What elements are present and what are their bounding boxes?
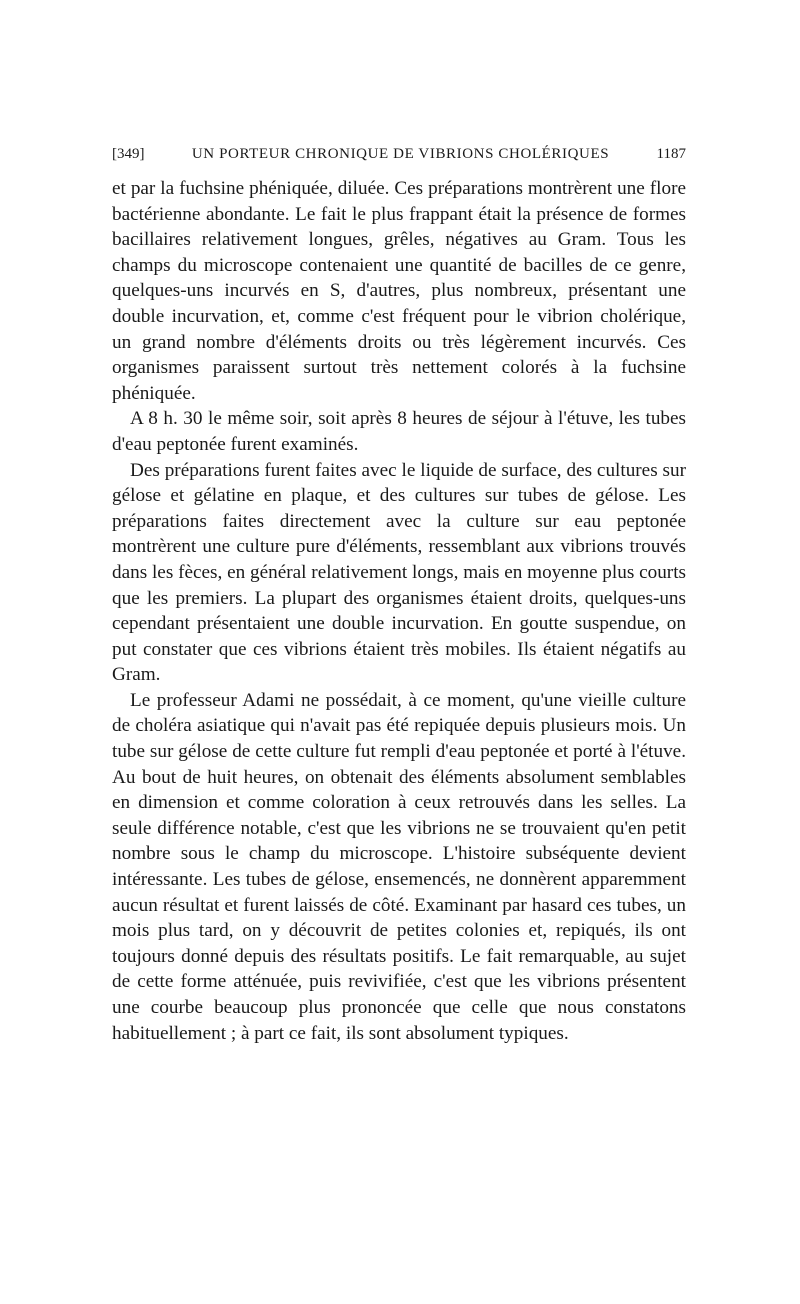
running-title: UN PORTEUR CHRONIQUE DE VIBRIONS CHOLÉRIQUES [191, 146, 610, 162]
body-text [112, 176, 686, 1046]
page [112, 146, 686, 1046]
paragraph: et par la fuchsine phéniquée, diluée. Ces préparations montrèrent une flore bactérienne abondante. Le fait le plus frappant était la présence de formes bacillaires relativement longues, grêles, négatives au Gram. Tous les champs du microscope contenaient une quantité de bacilles de ce genre, quelques-uns incurvés en S, d'autres, plus nombreux, présentant une double incurvation, et, comme c'est fréquent pour le vibrion cholérique, un grand nombre d'éléments droits ou très légèrement incurvés. Ces organismes paraissent surtout très nettement colorés à la fuchsine phéniquée. [112, 178, 686, 404]
running-head [112, 146, 686, 168]
paragraph: Le professeur Adami ne possédait, à ce moment, qu'une vieille culture de choléra asiatique qui n'avait pas été repiquée depuis plusieurs mois. Un tube sur gélose de cette culture fut rempli d'eau peptonée et porté à l'étuve. Au bout de huit heures, on obtenait des éléments absolument semblables en dimension et comme coloration à ceux retrouvés dans les selles. La seule différence notable, c'est que les vibrions ne se trouvaient qu'en petit nombre sous le champ du microscope. L'histoire subséquente devient intéressante. Les tubes de gélose, ensemencés, ne donnèrent apparemment aucun résultat et furent laissés de côté. Examinant par hasard ces tubes, un mois plus tard, on y découvrit de petites colonies et, repiqués, ils ont toujours donné depuis des résultats positifs. Le fait remarquable, au sujet de cette forme atténuée, puis revivifiée, c'est que les vibrions présentent une courbe beaucoup plus prononcée que celle que nous constatons habituellement ; à part ce fait, ils sont absolument typiques. [112, 689, 686, 1044]
page-number: 1187 [656, 146, 686, 162]
paragraph: Des préparations furent faites avec le liquide de surface, des cultures sur gélose et gélatine en plaque, et des cultures sur tubes de gélose. Les préparations faites directement avec la culture sur eau peptonée montrèrent une culture pure d'éléments, ressemblant aux vibrions trouvés dans les fèces, en général relativement longs, mais en moyenne plus courts que les premiers. La plupart des organismes étaient droits, quelques-uns cependant présentaient une double incurvation. En goutte suspendue, on put constater que ces vibrions étaient très mobiles. Ils étaient négatifs au Gram. [112, 459, 686, 686]
section-reference: [349] [112, 146, 145, 162]
paragraph: A 8 h. 30 le même soir, soit après 8 heures de séjour à l'étuve, les tubes d'eau peptonée furent examinés. [112, 408, 686, 455]
